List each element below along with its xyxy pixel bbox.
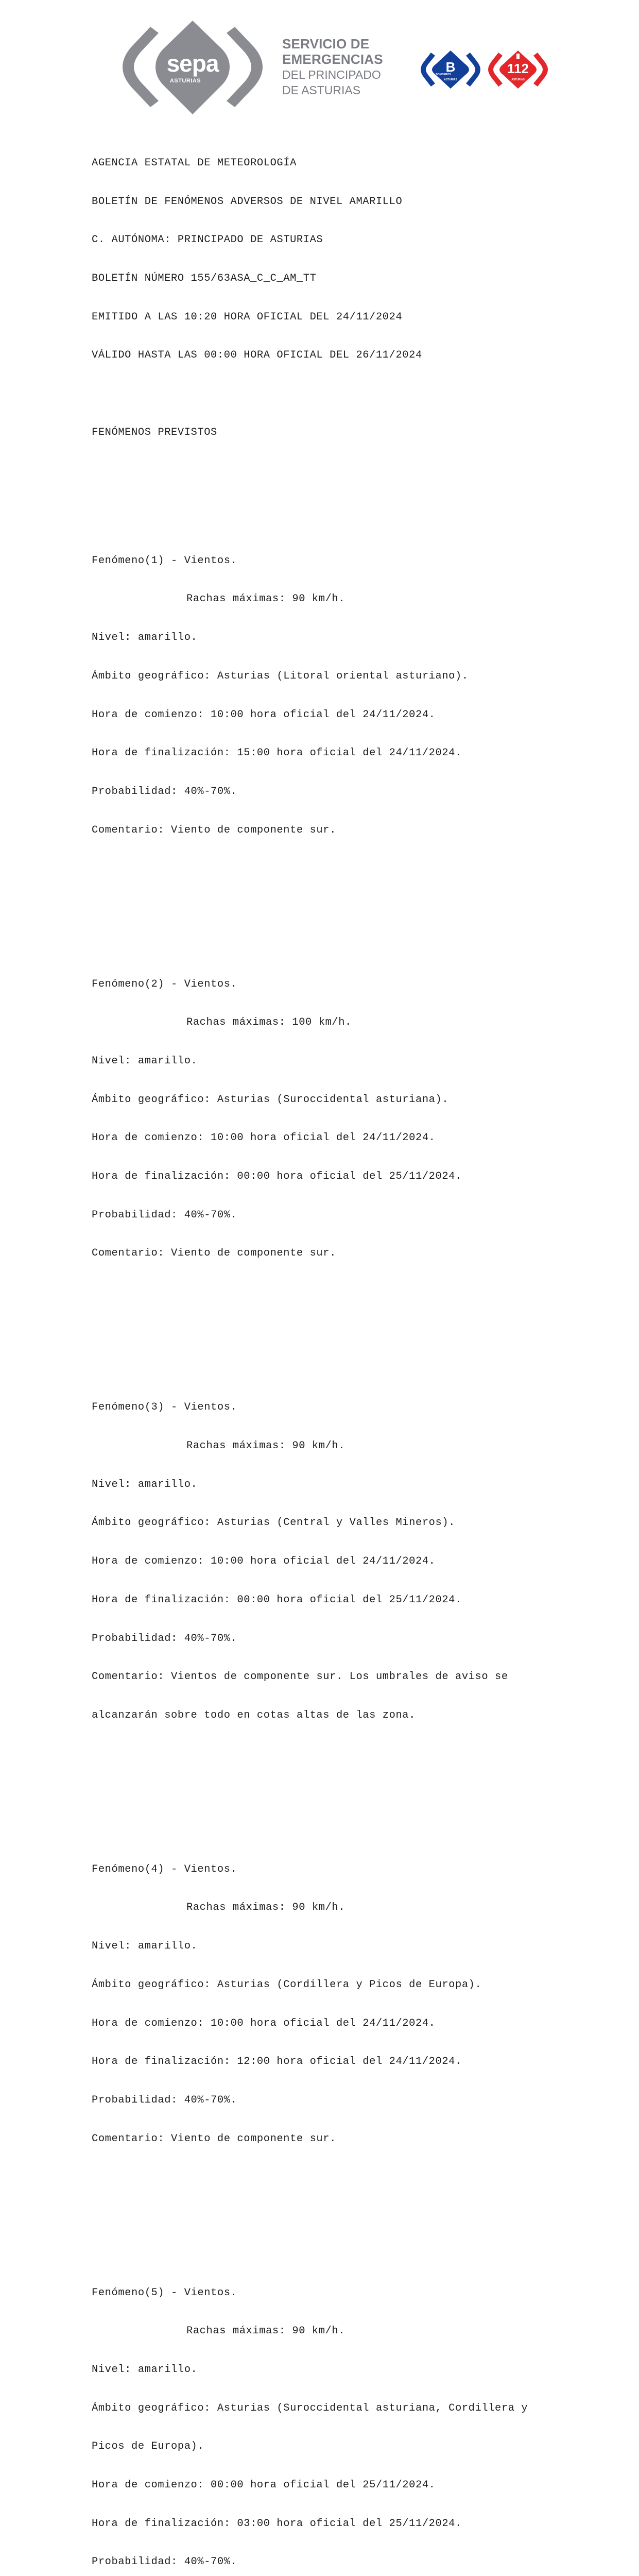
phenomenon-heading: Fenómeno(1) - Vientos. bbox=[92, 554, 237, 567]
phenomenon-start: Hora de comienzo: 10:00 hora oficial del 24/11/2024. bbox=[92, 2017, 436, 2029]
phenomenon-detail: Rachas máximas: 90 km/h. bbox=[186, 2325, 346, 2337]
phenomenon-level: Nivel: amarillo. bbox=[92, 632, 198, 644]
phenomenon-probability: Probabilidad: 40%-70%. bbox=[92, 785, 237, 798]
phenomenon-end: Hora de finalización: 12:00 hora oficial del 24/11/2024. bbox=[92, 2056, 462, 2068]
phenomenon-comment: Comentario: Vientos de componente sur. Los umbrales de aviso se bbox=[92, 1671, 508, 1683]
phenomenon-probability: Probabilidad: 40%-70%. bbox=[92, 2556, 237, 2568]
phenomenon-comment: Comentario: Viento de componente sur. bbox=[92, 824, 336, 836]
emergency-112-asturias-logo bbox=[488, 49, 548, 90]
phenomenon-level: Nivel: amarillo. bbox=[92, 1055, 198, 1067]
phenomenon-level: Nivel: amarillo. bbox=[92, 2363, 198, 2376]
phenomenon-comment: Comentario: Viento de componente sur. bbox=[92, 2132, 336, 2145]
organization-name bbox=[282, 36, 383, 98]
phenomenon-probability: Probabilidad: 40%-70%. bbox=[92, 1632, 237, 1645]
blank-line bbox=[92, 2197, 555, 2210]
bomberos-logo-text: BOMBEROS bbox=[436, 73, 451, 76]
region-line: C. AUTÓNOMA: PRINCIPADO DE ASTURIAS bbox=[92, 234, 323, 246]
blank-line bbox=[92, 1773, 555, 1786]
valid-until-line: VÁLIDO HASTA LAS 00:00 HORA OFICIAL DEL 26/11/2024 bbox=[92, 349, 422, 362]
phenomenon-end: Hora de finalización: 15:00 hora oficial del 24/11/2024. bbox=[92, 747, 462, 759]
logo112-subtext: ASTURIAS bbox=[511, 78, 525, 81]
phenomenon-heading: Fenómeno(5) - Vientos. bbox=[92, 2286, 237, 2299]
phenomenon-start: Hora de comienzo: 00:00 hora oficial del 25/11/2024. bbox=[92, 2479, 436, 2492]
phenomenon-area: Ámbito geográfico: Asturias (Litoral oriental asturiano). bbox=[92, 670, 469, 682]
phenomenon-block bbox=[92, 953, 555, 1286]
phenomenon-comment: Comentario: Viento de componente sur. bbox=[92, 1247, 336, 1260]
phenomenon-area: Ámbito geográfico: Asturias (Central y Valles Mineros). bbox=[92, 1517, 456, 1529]
bomberos-logo-mark: B bbox=[445, 59, 456, 75]
org-name-line-3: DEL PRINCIPADO bbox=[282, 68, 381, 81]
issued-line: EMITIDO A LAS 10:20 HORA OFICIAL DEL 24/11/2024 bbox=[92, 311, 403, 323]
phenomenon-heading: Fenómeno(2) - Vientos. bbox=[92, 978, 237, 990]
logo112-number: 112 bbox=[507, 61, 529, 76]
phenomenon-level: Nivel: amarillo. bbox=[92, 1478, 198, 1490]
blank-line bbox=[92, 1312, 555, 1325]
blank-line bbox=[92, 388, 555, 401]
org-name-line-1: SERVICIO DE bbox=[282, 36, 370, 52]
blank-line bbox=[92, 888, 555, 901]
phenomenon-area-continued: Picos de Europa). bbox=[92, 2441, 204, 2453]
bulletin-number: BOLETÍN NÚMERO 155/63ASA_C_C_AM_TT bbox=[92, 272, 317, 284]
phenomenon-block bbox=[92, 529, 555, 862]
phenomenon-comment-continued: alcanzarán sobre todo en cotas altas de las zona. bbox=[92, 1709, 416, 1721]
phenomenon-level: Nivel: amarillo. bbox=[92, 1940, 198, 1953]
phenomenon-end: Hora de finalización: 00:00 hora oficial del 25/11/2024. bbox=[92, 1594, 462, 1606]
bulletin-text bbox=[92, 131, 555, 2576]
phenomenon-detail: Rachas máximas: 90 km/h. bbox=[186, 593, 346, 605]
section-title: FENÓMENOS PREVISTOS bbox=[92, 426, 217, 438]
phenomenon-block bbox=[92, 1838, 555, 2171]
phenomenon-block bbox=[92, 2261, 555, 2576]
sepa-asturias-logo bbox=[120, 19, 265, 116]
phenomenon-end: Hora de finalización: 03:00 hora oficial del 25/11/2024. bbox=[92, 2517, 462, 2530]
sepa-logo-wordmark: sepa bbox=[166, 50, 219, 77]
phenomenon-heading: Fenómeno(4) - Vientos. bbox=[92, 1863, 237, 1875]
blank-line bbox=[92, 465, 555, 478]
sepa-logo-right-bracket bbox=[227, 27, 263, 107]
bulletin-title: BOLETÍN DE FENÓMENOS ADVERSOS DE NIVEL AMARILLO bbox=[92, 195, 403, 208]
phenomenon-start: Hora de comienzo: 10:00 hora oficial del 24/11/2024. bbox=[92, 708, 436, 721]
phenomenon-block bbox=[92, 1376, 555, 1748]
phenomenon-probability: Probabilidad: 40%-70%. bbox=[92, 2094, 237, 2106]
phenomenon-heading: Fenómeno(3) - Vientos. bbox=[92, 1401, 237, 1414]
org-name-line-2: EMERGENCIAS bbox=[282, 52, 383, 67]
bomberos-asturias-logo bbox=[421, 49, 480, 90]
bomberos-logo-subtext: ASTURIAS bbox=[444, 78, 457, 81]
logo112-top-mark bbox=[516, 54, 520, 59]
phenomenon-probability: Probabilidad: 40%-70%. bbox=[92, 1209, 237, 1221]
phenomenon-detail: Rachas máximas: 90 km/h. bbox=[186, 1902, 346, 1914]
agency-line: AGENCIA ESTATAL DE METEOROLOGÍA bbox=[92, 157, 297, 169]
phenomenon-detail: Rachas máximas: 100 km/h. bbox=[186, 1016, 352, 1029]
org-name-line-4: DE ASTURIAS bbox=[282, 83, 361, 97]
phenomenon-detail: Rachas máximas: 90 km/h. bbox=[186, 1440, 346, 1452]
phenomenon-area: Ámbito geográfico: Asturias (Suroccidental asturiana). bbox=[92, 1093, 449, 1106]
page-header bbox=[0, 0, 639, 118]
phenomenon-area: Ámbito geográfico: Asturias (Suroccidental asturiana, Cordillera y bbox=[92, 2402, 528, 2414]
phenomenon-end: Hora de finalización: 00:00 hora oficial del 25/11/2024. bbox=[92, 1171, 462, 1183]
phenomenon-start: Hora de comienzo: 10:00 hora oficial del 24/11/2024. bbox=[92, 1132, 436, 1144]
phenomenon-start: Hora de comienzo: 10:00 hora oficial del 24/11/2024. bbox=[92, 1555, 436, 1568]
sepa-logo-subtext: ASTURIAS bbox=[169, 78, 201, 84]
phenomenon-area: Ámbito geográfico: Asturias (Cordillera y Picos de Europa). bbox=[92, 1978, 482, 1991]
sepa-logo-left-bracket bbox=[123, 27, 159, 107]
